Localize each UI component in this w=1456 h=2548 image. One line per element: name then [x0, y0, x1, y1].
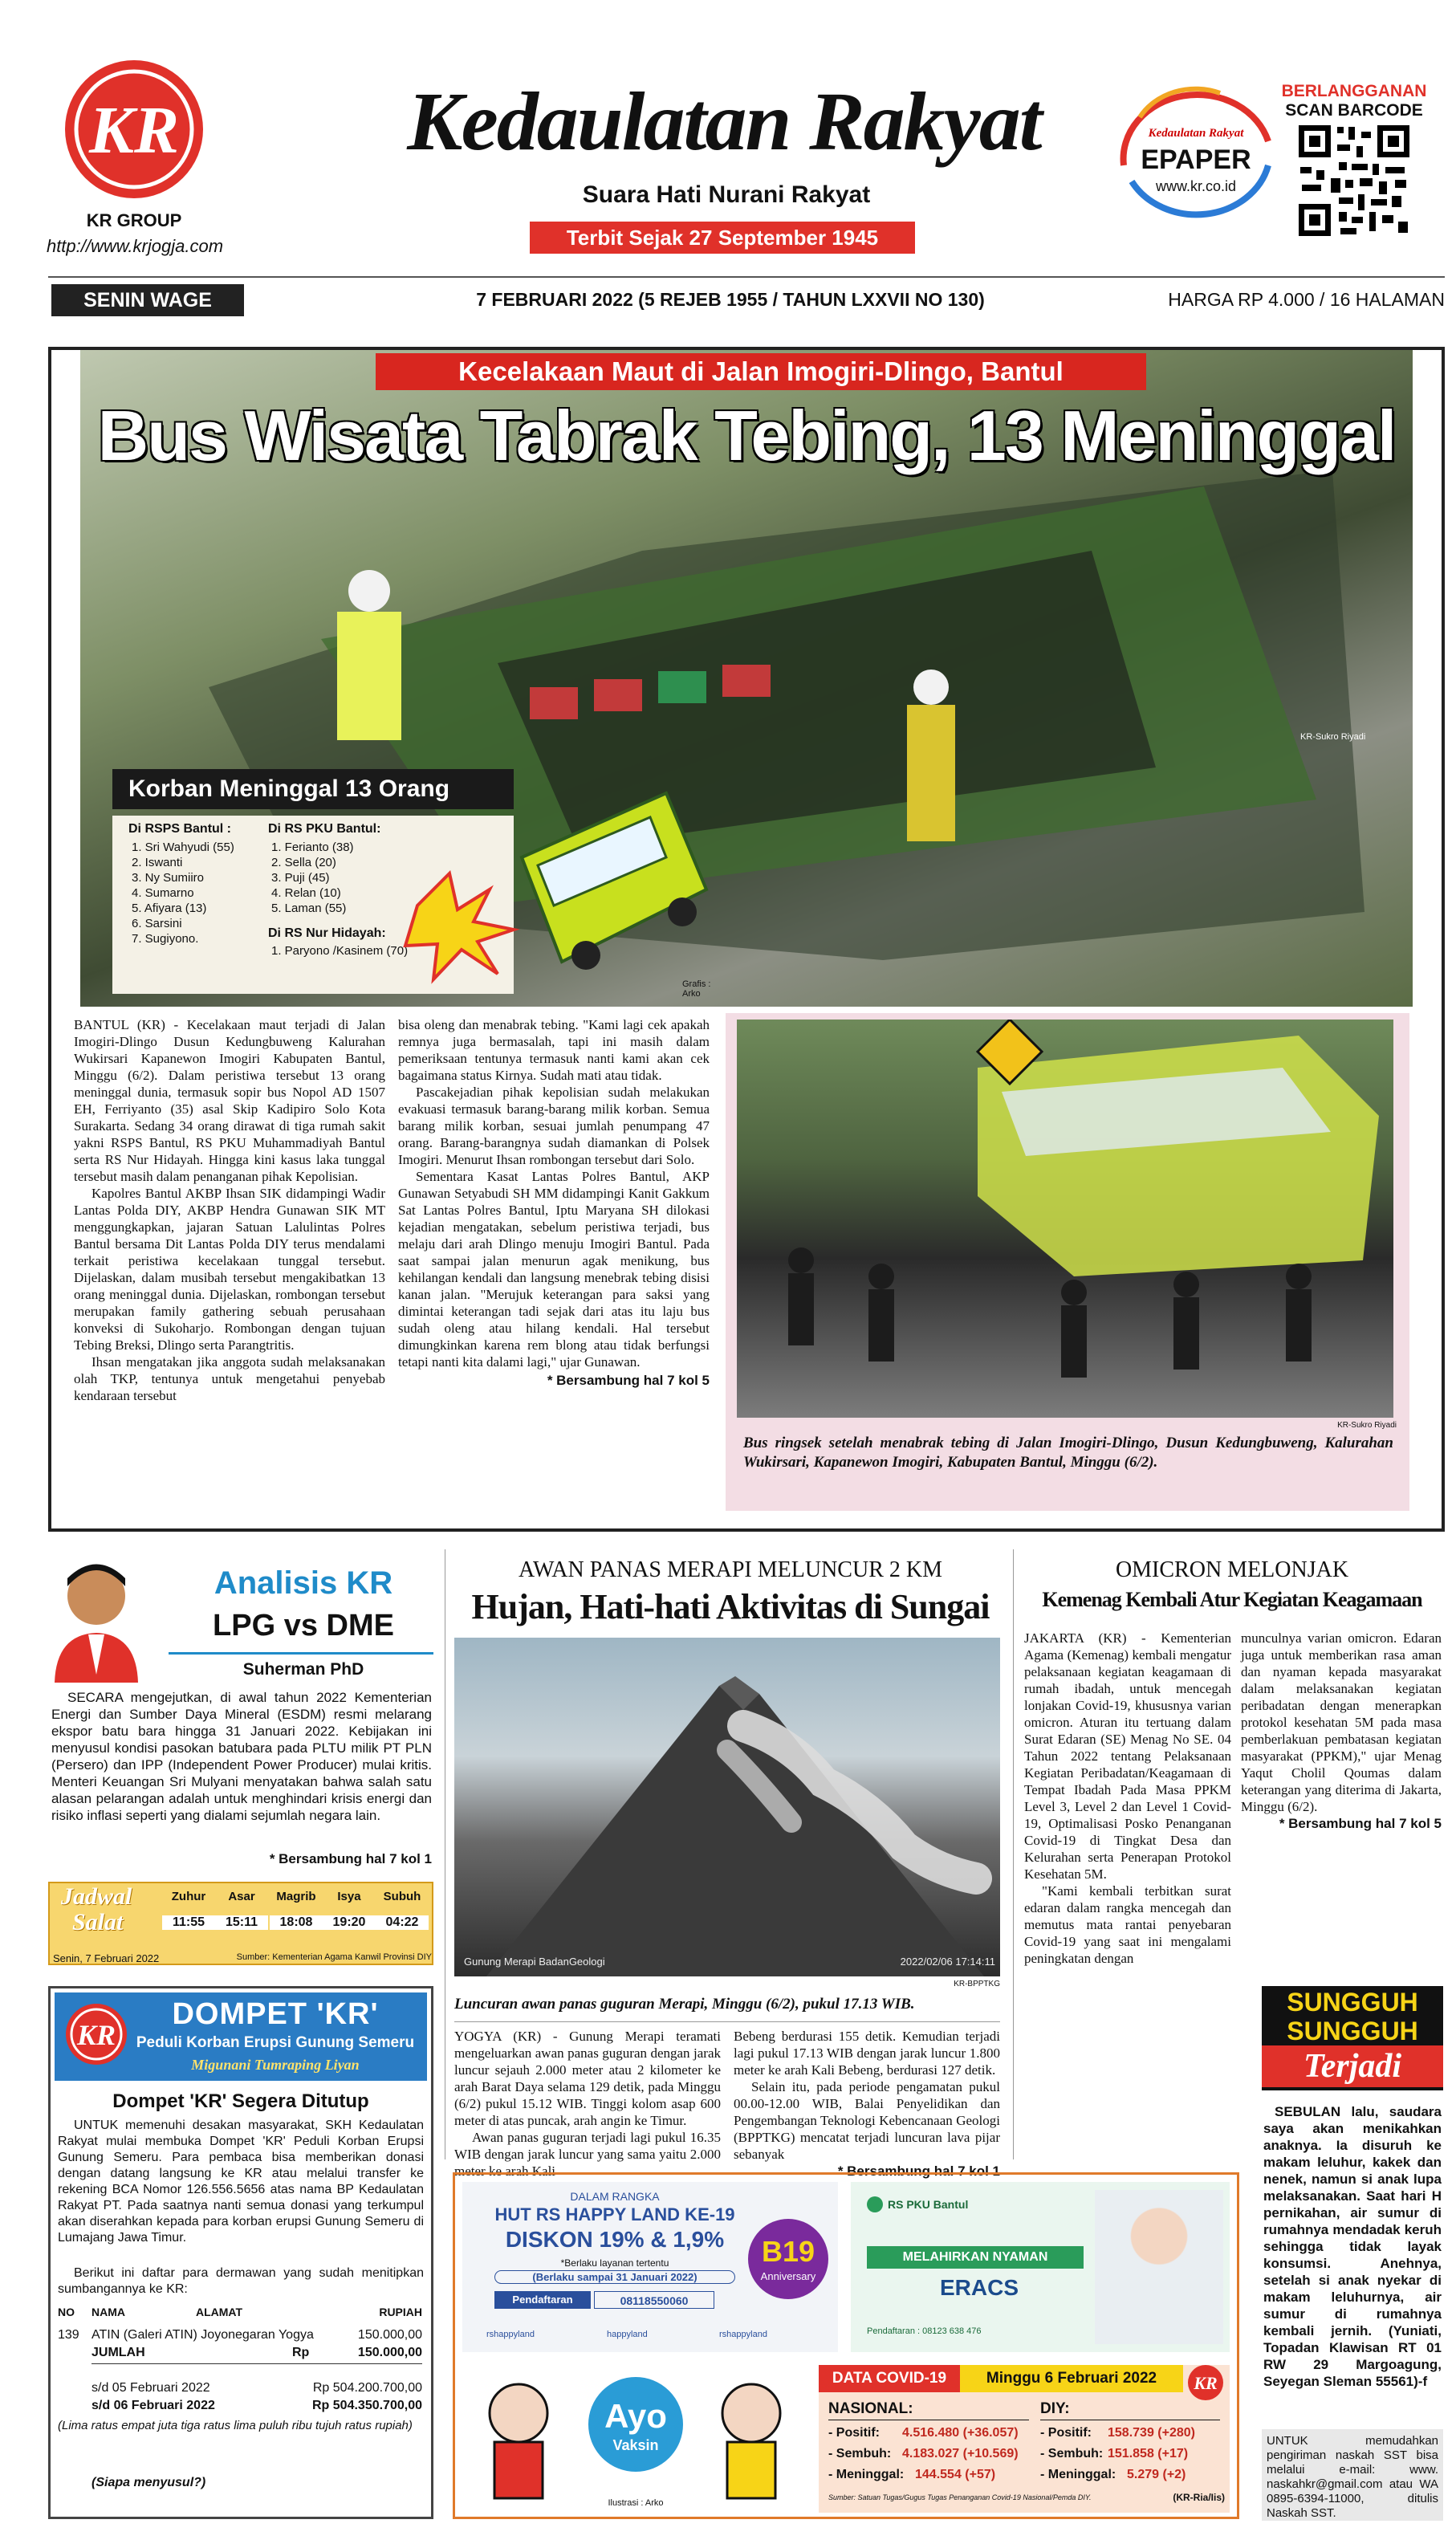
epaper-label: EPAPER	[1141, 144, 1251, 175]
covid-source: Sumber: Satuan Tugas/Gugus Tugas Penanganan Covid-19 Nasional/Pemda DIY.	[828, 2493, 1092, 2501]
merapi-kicker: AWAN PANAS MERAPI MELUNCUR 2 KM	[518, 1557, 942, 1582]
pku-logo-icon	[867, 2196, 883, 2212]
sst-title-2: SUNGGUH	[1287, 2017, 1418, 2045]
analisis-body: SECARA mengejutkan, di awal tahun 2022 Kementerian Energi dan Sumber Daya Mineral (ESDM) resmi melarang ekspor batu bara hingga 31 Januari 2022. Kebijakan ini menyusul kondisi pasokan batubara pada PLTU milik PT PLN (Persero) dan IPP (Independent Power Producer) mulai kritis. Menteri Keuangan Sri Mulyani menyatakan bahwa salah satu alasan pelarangan adalah untuk menghindari krisis energi dan risiko inflasi seperti yang dialami sejumlah negara lain.	[51, 1690, 432, 1823]
ad-hut-social-3: rshappyland	[719, 2330, 767, 2339]
omicron-paragraph: JAKARTA (KR) - Kementerian Agama (Kemenag) kembali mengatur pelaksanaan kegiatan keagamaan di rumah ibadah, untuk mencegah lonjakan Covid-19, khususnya varian omicron. Aturan itu tertuang dalam Surat Edaran (SE) Menag No SE. 04 Tahun 2022 tentang Pelaksanaan Kegiatan Peribadatan/Keagamaan di Tempat Ibadah Pada Masa PPKM Level 3, Level 2 dan Level 1 Covid-19, Optimalisasi Posko Penanganan Covid-19 di Tingkat Desa dan Kelurahan serta Penerapan Protokol Kesehatan 5M.	[1024, 1630, 1231, 1882]
dompet-body-2: Berikut ini daftar para dermawan yang sudah menitipkan sumbangannya ke KR:	[58, 2266, 424, 2296]
salat-time: 11:55	[162, 1915, 215, 1930]
qr-code-icon	[1295, 122, 1413, 239]
crowd-scene-illustration	[737, 1020, 1393, 1418]
dompet-sd1-amt: Rp 504.200.700,00	[312, 2381, 422, 2395]
ad-pku-photo	[1095, 2190, 1223, 2344]
analisis-portrait	[48, 1554, 144, 1683]
issue-date: 7 FEBRUARI 2022 (5 REJEB 1955 / TAHUN LXXVII NO 130)	[476, 289, 985, 310]
covid-date: Minggu 6 Februari 2022	[960, 2365, 1183, 2392]
website-url[interactable]: http://www.krjogja.com	[46, 236, 224, 256]
lead-paragraph: Kapolres Bantul AKBP Ihsan SIK didampingi Wadir Lantas Polda DIY, AKBP Hendra Gunawan SIK MT menggungkapkan, jajaran Satuan Lalulintas Polres Bantul bersama Dit Lantas Polda DIY terus mendalami terkait peristiwa kecelakaan tunggal tersebut. Dijelaskan, dalam musibah tersebut mengakibatkan 13 orang meninggal dunia. Dijelaskan, rombongan tersebut merupakan family gathering sebuah perusahaan konveksi di Sukoharjo. Rombongan dengan tujuan Tebing Breksi, Dlingo serta Parangtritis.	[74, 1186, 385, 1353]
covid-title: DATA COVID-19	[819, 2365, 960, 2392]
covid-label: - Meninggal:	[828, 2468, 905, 2481]
merapi-continued: * Bersambung hal 7 kol 1	[837, 2163, 1000, 2179]
salat-name: Subuh	[383, 1890, 421, 1903]
ad-hut-title: HUT RS HAPPY LAND KE-19	[494, 2204, 735, 2224]
second-photo	[737, 1020, 1393, 1418]
merapi-photo-credit: KR-BPPTKG	[954, 1980, 1000, 1988]
salat-name: Asar	[228, 1890, 255, 1903]
subscribe-label: BERLANGGANAN	[1281, 82, 1427, 100]
merapi-stamp-right: 2022/02/06 17:14:11	[900, 1956, 995, 1968]
sst-title-3: Terjadi	[1262, 2045, 1443, 2087]
ad-pku-bantul[interactable]	[851, 2182, 1230, 2352]
victim-item: 1. Ferianto (38)	[271, 841, 354, 854]
dompet-sd2-amt: Rp 504.350.700,00	[312, 2399, 422, 2412]
merapi-paragraph: Bebeng berdurasi 155 detik. Kemudian terjadi lagi pukul 17.13 WIB dengan jarak luncur 1.800 meter ke arah Kali Bebeng, berdurasi 127 detik.	[734, 2029, 1000, 2078]
salat-name: Zuhur	[171, 1890, 206, 1903]
victim-item: 7. Sugiyono.	[132, 932, 199, 946]
covid-label: - Positif:	[828, 2426, 880, 2440]
dompet-sub1: Peduli Korban Erupsi Gunung Semeru	[136, 2034, 415, 2051]
dompet-sub2: Migunani Tumraping Liyan	[191, 2057, 360, 2073]
price-info: HARGA RP 4.000 / 16 HALAMAN	[1168, 289, 1445, 310]
covid-credit: (KR-Ria/Iis)	[1173, 2492, 1225, 2503]
salat-name: Magrib	[276, 1890, 316, 1903]
ad-hut-social-2: happyland	[607, 2330, 648, 2339]
merapi-paragraph: Awan panas guguran terjadi lagi pukul 16.35 WIB dengan jarak luncur yang sama yaitu 2.000 meter ke arah Kali	[454, 2130, 721, 2179]
victim-item: 3. Puji (45)	[271, 871, 330, 885]
merapi-headline: Hujan, Hati-hati Aktivitas di Sungai	[471, 1587, 990, 1626]
dompet-table-rule	[92, 2363, 422, 2364]
qr-code[interactable]	[1295, 122, 1413, 239]
dompet-title: DOMPET 'KR'	[172, 1997, 379, 2031]
sst-title-1: SUNGGUH	[1287, 1988, 1418, 2017]
author-portrait-icon	[48, 1554, 144, 1683]
omicron-paragraph: munculnya varian omicron. Edaran juga untuk memberikan rasa aman dan nyaman kepada masyarakat dalam melaksanakan kegiatan peribadatan dengan menerapkan protokol kesehatan 5M pada masa pemberlakuan pembatasan kegiatan masyarakat (PPKM)," ujar Menag Yaqut Cholil Qoumas dalam keterangan yang diterima di Jakarta, Minggu (6/2).	[1241, 1630, 1442, 1814]
epaper-small-title: Kedaulatan Rakyat	[1148, 127, 1244, 140]
victim-item: 1. Sri Wahyudi (55)	[132, 841, 234, 854]
lead-paragraph: Pascakejadian pihak kepolisian sudah melakukan evakuasi termasuk barang-barang milik korban. Semua barang milik korban, sesuai jumlah penumpang 47 orang. Barang-barangnya sudah diamankan di Polsek Imogiri. Menurut Ihsan rombongan tersebut dari Solo.	[398, 1085, 710, 1167]
epaper-badge[interactable]	[1108, 85, 1284, 222]
ad-hut-small: DALAM RANGKA	[570, 2190, 660, 2203]
svg-text:KR: KR	[88, 93, 180, 168]
sst-note: UNTUK memudahkan pengiriman naskah SST bisa melalui e-mail: www. naskahkr@gmail.com atau WA 0895-6394-11000, ditulis Naskah SST.	[1262, 2429, 1443, 2521]
dompet-sd2: s/d 06 Februari 2022	[92, 2399, 215, 2412]
analisis-label: Analisis KR	[214, 1565, 393, 1601]
victim-item: 4. Sumarno	[132, 886, 194, 900]
dompet-row-amt: 150.000,00	[357, 2328, 422, 2342]
omicron-paragraph: "Kami kembali terbitkan surat edaran dalam rangka mencegah dan memutus mata rantai penyebaran Covid-19 yang saat ini mengalami peningkatan dengan	[1024, 1883, 1231, 1966]
ad-hut-phone: 08118550060	[594, 2291, 714, 2309]
victim-item: 5. Laman (55)	[271, 902, 347, 915]
covid-label: - Sembuh:	[828, 2447, 892, 2460]
dompet-jumlah-rp: Rp	[292, 2346, 310, 2359]
ad-happyland[interactable]	[462, 2182, 838, 2352]
kr-logo-icon	[63, 58, 205, 201]
ad-hut-discount: DISKON 19% & 1,9%	[505, 2227, 725, 2252]
victim-item: 2. Sella (20)	[271, 856, 336, 869]
salat-time: 18:08	[270, 1915, 323, 1930]
omicron-continued: * Bersambung hal 7 kol 5	[1279, 1816, 1442, 1831]
dompet-row-no: 139	[58, 2328, 79, 2342]
bus-crash-icon	[401, 769, 722, 994]
dompet-jumlah: JUMLAH	[92, 2346, 145, 2359]
merapi-col2	[734, 2028, 1000, 2180]
lead-paragraph: bisa oleng dan menabrak tebing. "Kami lagi cek apakah remnya juga bermasalah, tapi ini masih dalam pemeriksaan tentunya termasuk nanti kami akan cek bagaimana status Kirnya. Sudah mati atau tidak.	[398, 1017, 710, 1083]
merapi-stamp-left: Gunung Merapi BadanGeologi	[464, 1956, 605, 1968]
salat-date: Senin, 7 Februari 2022	[53, 1952, 160, 1964]
salat-time: 04:22	[376, 1915, 429, 1930]
covid-value: 151.858 (+17)	[1108, 2447, 1189, 2460]
pku-title: Di RS PKU Bantul:	[268, 822, 381, 836]
kr-logo-icon	[64, 2002, 128, 2066]
nur-title: Di RS Nur Hidayah:	[268, 926, 386, 940]
merapi-caption: Luncuran awan panas guguran Merapi, Minggu (6/2), pukul 17.13 WIB.	[454, 1996, 915, 2013]
ad-ayo-credit: Ilustrasi : Arko	[608, 2498, 664, 2508]
dompet-th-addr: ALAMAT	[196, 2306, 243, 2318]
ad-ayo-vaksin[interactable]	[462, 2365, 809, 2513]
ad-hut-reg: Pendaftaran	[494, 2291, 591, 2309]
salat-name: Isya	[337, 1890, 361, 1903]
dompet-jumlah-amt: 150.000,00	[357, 2346, 422, 2359]
victim-item: 2. Iswanti	[132, 856, 183, 869]
salat-title-1: Jadwal	[61, 1883, 132, 1910]
ad-pku-name: RS PKU Bantul	[888, 2198, 969, 2211]
covid-nasional-title: NASIONAL:	[828, 2400, 913, 2417]
rsps-list	[132, 840, 234, 946]
lead-photo-credit: KR-Sukro Riyadi	[1300, 732, 1366, 742]
covid-value: 5.279 (+2)	[1127, 2468, 1186, 2481]
victims-infographic	[112, 769, 722, 999]
covid-value: 158.739 (+280)	[1108, 2426, 1195, 2440]
omicron-col1	[1024, 1630, 1231, 1967]
dompet-row-text: ATIN (Galeri ATIN) Joyonegaran Yogya	[92, 2328, 314, 2342]
dompet-logo	[64, 2002, 128, 2066]
pku-list	[271, 840, 354, 916]
ad-hut-badge-sub: Anniversary	[760, 2270, 816, 2282]
ad-hut-valid: (Berlaku sampai 31 Januari 2022)	[494, 2270, 735, 2284]
ad-pku-phone: Pendaftaran : 08123 638 476	[867, 2326, 982, 2336]
covid-diy-title: DIY:	[1040, 2400, 1070, 2417]
omicron-kicker: OMICRON MELONJAK	[1115, 1557, 1349, 1582]
sst-body: SEBULAN lalu, saudara saya akan menikahkan anaknya. Ia disuruh ke makam leluhur, kakek dan nenek, namun si anak lupa melaksanakan. Saat hari H pernikahan, air sumur di rumahnya mendadak keruh sehingga tidak layak konsumsi. Anehnya, setelah si anak nyekar di makam leluhurnya, air sumur di rumahnya kembali jernih. (Yuniati, Topadan Klawisan RT 01 RW 29 Margoagung, Seyegan Sleman 55561)-f	[1263, 2104, 1442, 2389]
lead-article-col1	[74, 1016, 385, 1404]
lead-paragraph: Sementara Kasat Lantas Polres Bantul, AKP Gunawan Setyabudi SH MM didampingi Kanit Gakkum Sat Lantas Polres Bantul, Iptu Maryana SH dilokasi kejadian mengatakan, sebelum peristiwa terjadi, bus melaju dari arah Dlingo menuju Imogiri Bantul. Pada saat sampai jalan menurun agak menikung, bus kehilangan kendali dan langsung menebrak tebing disisi kanan jalan. "Merujuk keterangan para saksi yang dimintai keterangan tadi sejak dari atas itu laju bus sudah oleng atau hilang kendali. Hal tersebut dimungkinkan karena rem blong atau tidak berfungsi tetapi nanti kita dalami lagi," ujar Gunawan.	[398, 1169, 710, 1370]
covid-value: 4.516.480 (+36.057)	[902, 2426, 1019, 2440]
covid-value: 144.554 (+57)	[915, 2468, 996, 2481]
infographic-credit: Grafis : Arko	[682, 979, 711, 999]
masthead	[0, 0, 1456, 321]
analisis-author: Suherman PhD	[242, 1660, 364, 1679]
lead-paragraph: BANTUL (KR) - Kecelakaan maut terjadi di Jalan Imogiri-Dlingo Dusun Kedungbuweng Kalurahan Wukirsari Kapanewon Imogiri Kabupaten Bantul, Minggu (6/2). Dalam peristiwa tersebut 13 orang meninggal dunia, termasuk sopir bus Nopol AD 1507 EH, Ferriyanto (35) asal Skip Kadipiro Solo Kota Surakarta. Sedang 34 orang dirawat di tiga rumah sakit yakni RSPS Bantul, RS PKU Muhammadiyah Bantul serta RS Nur Hidayah. Hingga kini kasus laka tunggal tersebut masih dalam penanganan pihak Kepolisian.	[74, 1017, 385, 1184]
sst-logo	[1262, 1986, 1443, 2090]
dompet-body: UNTUK memenuhi desakan masyarakat, SKH Kedaulatan Rakyat mulai membuka Dompet 'KR' Peduli Korban Erupsi Gunung Semeru. Para pembaca bisa memberikan donasi dengan datang langsung ke KR atau melalui transfer ke rekening BCA Nomor 126.556.5656 atas nama BP Kedaulatan Rakyat PT. Pada saatnya nanti semua donasi yang terkumpul akan diserahkan kepada para korban erupsi Gunung Semeru di Lumajang Jawa Timur.	[58, 2119, 424, 2245]
kr-group-label: KR GROUP	[86, 210, 182, 230]
merapi-paragraph: YOGYA (KR) - Gunung Merapi teramati mengeluarkan awan panas guguran dengan jarak luncur sejauh 2.000 meter atau 2 kilometer ke arah Barat Daya selama 129 detik, pada Minggu (6/2) pukul 15.12 WIB. Tinggi kolom asap 600 meter di atas puncak, arah angin ke Timur.	[454, 2029, 721, 2128]
dompet-sd1: s/d 05 Februari 2022	[92, 2381, 210, 2395]
dompet-th-name: NAMA	[92, 2306, 125, 2318]
kr-logo-icon	[1186, 2363, 1225, 2402]
merapi-photo	[454, 1638, 1000, 1976]
ad-pku-line1: MELAHIRKAN NYAMAN	[867, 2246, 1084, 2269]
analisis-continued: * Bersambung hal 7 kol 1	[269, 1851, 432, 1866]
dompet-th-no: NO	[58, 2306, 75, 2318]
kr-corner-logo	[1186, 2363, 1225, 2402]
svg-text:KR: KR	[76, 2019, 116, 2051]
epaper-url: www.kr.co.id	[1155, 178, 1237, 194]
analisis-rule	[169, 1652, 433, 1655]
merapi-col1	[454, 2028, 721, 2180]
analisis-title: LPG vs DME	[213, 1609, 394, 1642]
ad-hut-note: *Berlaku layanan tertentu	[560, 2257, 669, 2269]
omicron-headline: Kemenag Kembali Atur Kegiatan Keagamaan	[1042, 1588, 1422, 1611]
lead-kicker: Kecelakaan Maut di Jalan Imogiri-Dlingo, Bantul	[376, 353, 1146, 390]
since-badge: Terbit Sejak 27 September 1945	[530, 222, 915, 254]
rsps-title: Di RSPS Bantul :	[128, 822, 232, 836]
salat-times	[162, 1887, 430, 1944]
second-photo-caption: Bus ringsek setelah menabrak tebing di Jalan Imogiri-Dlingo, Dusun Kedungbuweng, Kalurahan Wukirsari, Kapanewon Imogiri, Kabupaten Bantul, Minggu (6/2).	[743, 1435, 1393, 1471]
dompet-who: (Siapa menyusul?)	[92, 2476, 206, 2489]
dompet-th-amt: RUPIAH	[379, 2306, 422, 2318]
ad-vaksin-text: Vaksin	[612, 2437, 659, 2453]
salat-time: 15:11	[215, 1915, 268, 1930]
victim-item: 5. Afiyara (13)	[132, 902, 207, 915]
salat-title-2: Salat	[72, 1909, 124, 1935]
ad-hut-social-1: rshappyland	[486, 2330, 535, 2339]
kr-group-logo	[63, 58, 205, 201]
salat-source: Sumber: Kementerian Agama Kanwil Provinsi DIY	[236, 1952, 432, 1962]
lead-paragraph: Ihsan mengatakan jika anggota sudah melaksanakan olah TKP, tentunya untuk mengetahui penyebab kendaraan tersebut	[74, 1354, 385, 1403]
column-divider	[1013, 1549, 1014, 2159]
svg-text:KR: KR	[1194, 2373, 1218, 2393]
merapi-paragraph: Selain itu, pada periode pengamatan pukul 00.00-12.00 WIB, Balai Penyelidikan dan Pengembangan Teknologi Kebencanaan Geologi (BPPTKG) mencatat terjadi luncuran lava pijar sebanyak	[734, 2079, 1000, 2162]
merapi-caption-rule	[454, 2021, 1000, 2022]
newspaper-title: Kedaulatan Rakyat	[407, 75, 1041, 168]
victim-item: 1. Paryono /Kasinem (70)	[271, 944, 409, 958]
ad-hut-badge-text: B19	[761, 2235, 815, 2268]
covid-label: - Sembuh:	[1040, 2447, 1104, 2460]
lead-headline: Bus Wisata Tabrak Tebing, 13 Meninggal	[97, 396, 1396, 475]
covid-label: - Positif:	[1040, 2426, 1092, 2440]
tagline: Suara Hati Nurani Rakyat	[582, 181, 871, 208]
ad-ayo-text: Ayo	[604, 2397, 667, 2435]
salat-time: 19:20	[323, 1915, 376, 1930]
omicron-col2	[1241, 1630, 1442, 1832]
victim-item: 4. Relan (10)	[271, 886, 341, 900]
victim-item: 3. Ny Sumiiro	[132, 871, 205, 885]
masthead-divider	[48, 276, 1445, 278]
second-photo-credit: KR-Sukro Riyadi	[1337, 1421, 1397, 1430]
covid-label: - Meninggal:	[1040, 2468, 1116, 2481]
infographic-title: Korban Meninggal 13 Orang	[112, 769, 514, 809]
scan-barcode-label: SCAN BARCODE	[1285, 101, 1423, 120]
covid-value: 4.183.027 (+10.569)	[902, 2447, 1019, 2460]
covid-data-box	[819, 2365, 1230, 2513]
lead-article-col2	[398, 1016, 710, 1389]
ad-pku-line2: ERACS	[939, 2275, 1019, 2300]
volcano-plume-illustration	[454, 1638, 1000, 1976]
day-badge: SENIN WAGE	[51, 284, 244, 316]
bus-crash-graphic	[401, 769, 722, 994]
dompet-heading: Dompet 'KR' Segera Ditutup	[112, 2090, 369, 2112]
continued-note: * Bersambung hal 7 kol 5	[547, 1373, 710, 1388]
victim-item: 6. Sarsini	[132, 917, 182, 930]
dompet-words: (Lima ratus empat juta tiga ratus lima puluh ribu tujuh ratus rupiah)	[58, 2419, 413, 2432]
